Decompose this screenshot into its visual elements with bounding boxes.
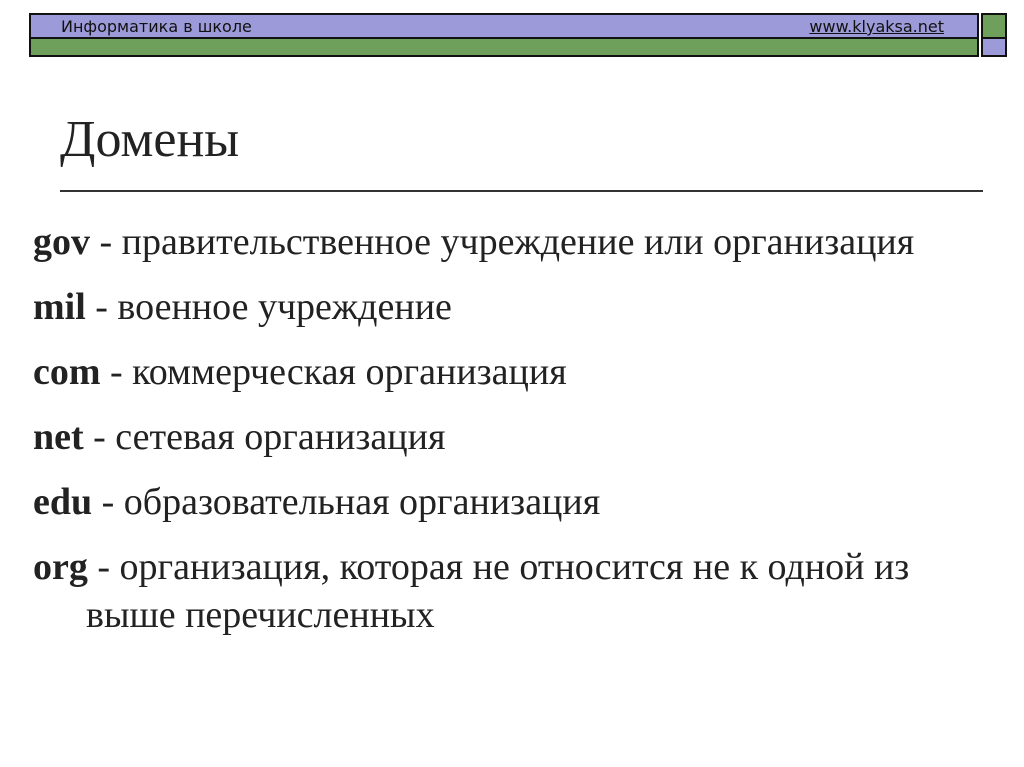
domain-key: com	[33, 351, 101, 393]
corner-square-purple	[981, 37, 1007, 57]
domain-desc: - правительственное учреждение или организация	[90, 221, 915, 263]
list-item-edu	[33, 478, 993, 526]
domain-desc: - коммерческая организация	[100, 351, 567, 393]
domain-desc: - организация, которая не относится не к одной из выше перечисленных	[86, 546, 910, 636]
domain-key: mil	[33, 286, 86, 328]
header-title: Информатика в школе	[61, 17, 252, 36]
domain-desc: - военное учреждение	[85, 286, 452, 328]
domain-desc: - образовательная организация	[92, 481, 601, 523]
domain-key: net	[33, 416, 84, 458]
list-item-org	[33, 543, 993, 639]
domain-key: org	[33, 546, 88, 588]
site-link[interactable]: www.klyaksa.net	[809, 17, 944, 36]
list-item-net	[33, 413, 993, 461]
list-item-com	[33, 348, 993, 396]
header-accent-bar	[29, 37, 979, 57]
header-bar	[29, 13, 979, 39]
domain-key: edu	[33, 481, 93, 523]
title-divider	[60, 190, 983, 192]
domain-desc: - сетевая организация	[83, 416, 446, 458]
domain-list	[33, 218, 993, 656]
slide-title: Домены	[60, 111, 240, 168]
corner-square-green	[981, 13, 1007, 39]
domain-key: gov	[33, 221, 90, 263]
list-item-mil	[33, 283, 993, 331]
list-item-gov	[33, 218, 993, 266]
